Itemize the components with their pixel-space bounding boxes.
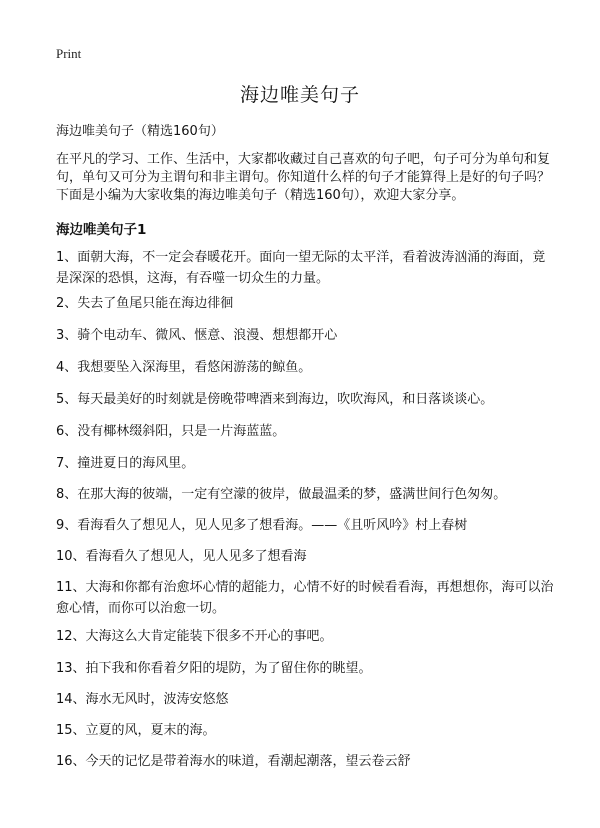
section-heading: 海边唯美句子1 [56, 222, 147, 238]
list-item: 12、大海这么大肯定能装下很多不开心的事吧。 [56, 629, 333, 644]
list-item: 13、拍下我和你看着夕阳的堤防，为了留住你的眺望。 [56, 661, 372, 676]
list-item: 2、失去了鱼尾只能在海边徘徊 [56, 296, 234, 311]
list-item: 1、面朝大海，不一定会春暖花开。面向一望无际的太平洋，看着波涛汹涌的海面，竟是深深的恐惧，这海，有吞噬一切众生的力量。 [56, 250, 546, 286]
list-item: 7、撞进夏日的海风里。 [56, 456, 195, 471]
list-item: 11、大海和你都有治愈坏心情的超能力，心情不好的时候看看海，再想想你，海可以治愈心情，而你可以治愈一切。 [56, 580, 554, 616]
print-link[interactable]: Print [56, 46, 82, 61]
list-item: 4、我想要坠入深海里，看悠闲游荡的鲸鱼。 [56, 360, 312, 375]
list-item: 3、骑个电动车、微风、惬意、浪漫、想想都开心 [56, 328, 338, 343]
intro-paragraph: 在平凡的学习、工作、生活中，大家都收藏过自己喜欢的句子吧，句子可分为单句和复句，单句又可分为主谓句和非主谓句。你知道什么样的句子才能算得上是好的句子吗？下面是小编为大家收集的海边唯美句子（精选160句），欢迎大家分享。 [56, 152, 551, 203]
list-item: 16、今天的记忆是带着海水的味道，看潮起潮落，望云卷云舒 [56, 754, 411, 769]
list-item: 10、看海看久了想见人，见人见多了想看海 [56, 549, 307, 564]
list-item: 8、在那大海的彼端，一定有空濛的彼岸，做最温柔的梦，盛满世间行色匆匆。 [56, 487, 507, 502]
page-title: 海边唯美句子 [239, 84, 360, 106]
list-item: 9、看海看久了想见人，见人见多了想看海。——《且听风吟》村上春树 [56, 518, 468, 533]
list-item: 5、每天最美好的时刻就是傍晚带啤酒来到海边，吹吹海风，和日落谈谈心。 [56, 392, 494, 407]
list-item: 14、海水无风时，波涛安悠悠 [56, 692, 229, 707]
list-item: 15、立夏的风，夏末的海。 [56, 723, 216, 738]
subtitle: 海边唯美句子（精选160句） [56, 124, 224, 139]
list-item: 6、没有椰林缀斜阳，只是一片海蓝蓝。 [56, 424, 286, 439]
